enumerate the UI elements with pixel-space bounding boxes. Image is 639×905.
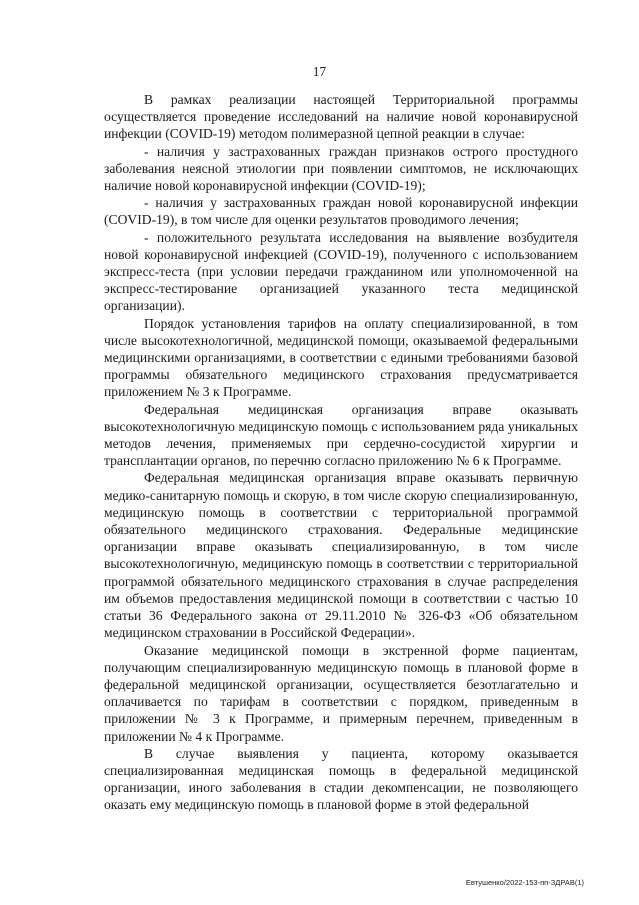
paragraph: Порядок установления тарифов на оплату специализированной, в том числе высокотехнологичной, медицинской помощи, оказываемой федеральными медицинскими организациями, в соответствии с едиными требованиями базовой программы обязательного медицинского страхования предусматривается приложением № 3 к Программе. (104, 315, 578, 400)
paragraph: Федеральная медицинская организация вправе оказывать первичную медико-санитарную помощь и скорую, в том числе скорую специализированную, медицинскую помощь в соответствии с территориальной программой обязательного медицинского страхования. Федеральные медицинские организации вправе оказывать специализированную, в том числе высокотехнологичную, медицинскую помощь в соответствии с территориальной программой обязательного медицинского страхования в случае распределения им объемов предоставления медицинской помощи в соответствии с частью 10 статьи 36 Федерального закона от 29.11.2010 № 326-ФЗ «Об обязательном медицинском страховании в Российской Федерации». (104, 470, 578, 641)
paragraph: - наличия у застрахованных граждан признаков острого простудного заболевания неясной этиологии при появлении симптомов, не исключающих наличие новой коронавирусной инфекции (COVID-19); (104, 143, 578, 194)
paragraph: Оказание медицинской помощи в экстренной форме пациентам, получающим специализированную медицинскую помощь в плановой форме в федеральной медицинской организации, осуществляется безотлагательно и оплачивается по тарифам в соответствии с порядком, приведенным в приложении № 3 к Программе, и примерным перечнем, приведенным в приложении № 4 к Программе. (104, 642, 578, 744)
paragraph: Федеральная медицинская организация вправе оказывать высокотехнологичную медицинскую помощь с использованием ряда уникальных методов лечения, применяемых при сердечно-сосудистой хирургии и трансплантации органов, по перечню согласно приложению № 6 к Программе. (104, 401, 578, 469)
paragraph: - наличия у застрахованных граждан новой коронавирусной инфекции (COVID-19), в том числе для оценки результатов проводимого лечения; (104, 195, 578, 228)
document-footer-code: Евтушенко/2022-153-пп-ЗДРАВ(1) (465, 878, 584, 887)
paragraph: В случае выявления у пациента, которому оказывается специализированная медицинская помощь в федеральной медицинской организации, иного заболевания в стадии декомпенсации, не позволяющего оказать ему медицинскую помощь в плановой форме в этой федеральной (104, 745, 578, 813)
document-body (104, 91, 578, 814)
paragraph: В рамках реализации настоящей Территориальной программы осуществляется проведение исследований на наличие новой коронавирусной инфекции (COVID-19) методом полимеразной цепной реакции в случае: (104, 92, 578, 142)
page-number: 17 (312, 64, 327, 79)
paragraph: - положительного результата исследования на выявление возбудителя новой коронавирусной инфекцией (COVID-19), полученного с использованием экспресс-теста (при условии передачи гражданином или уполномоченной на экспресс-тестирование организацией указанного теста медицинской организации). (104, 229, 578, 314)
